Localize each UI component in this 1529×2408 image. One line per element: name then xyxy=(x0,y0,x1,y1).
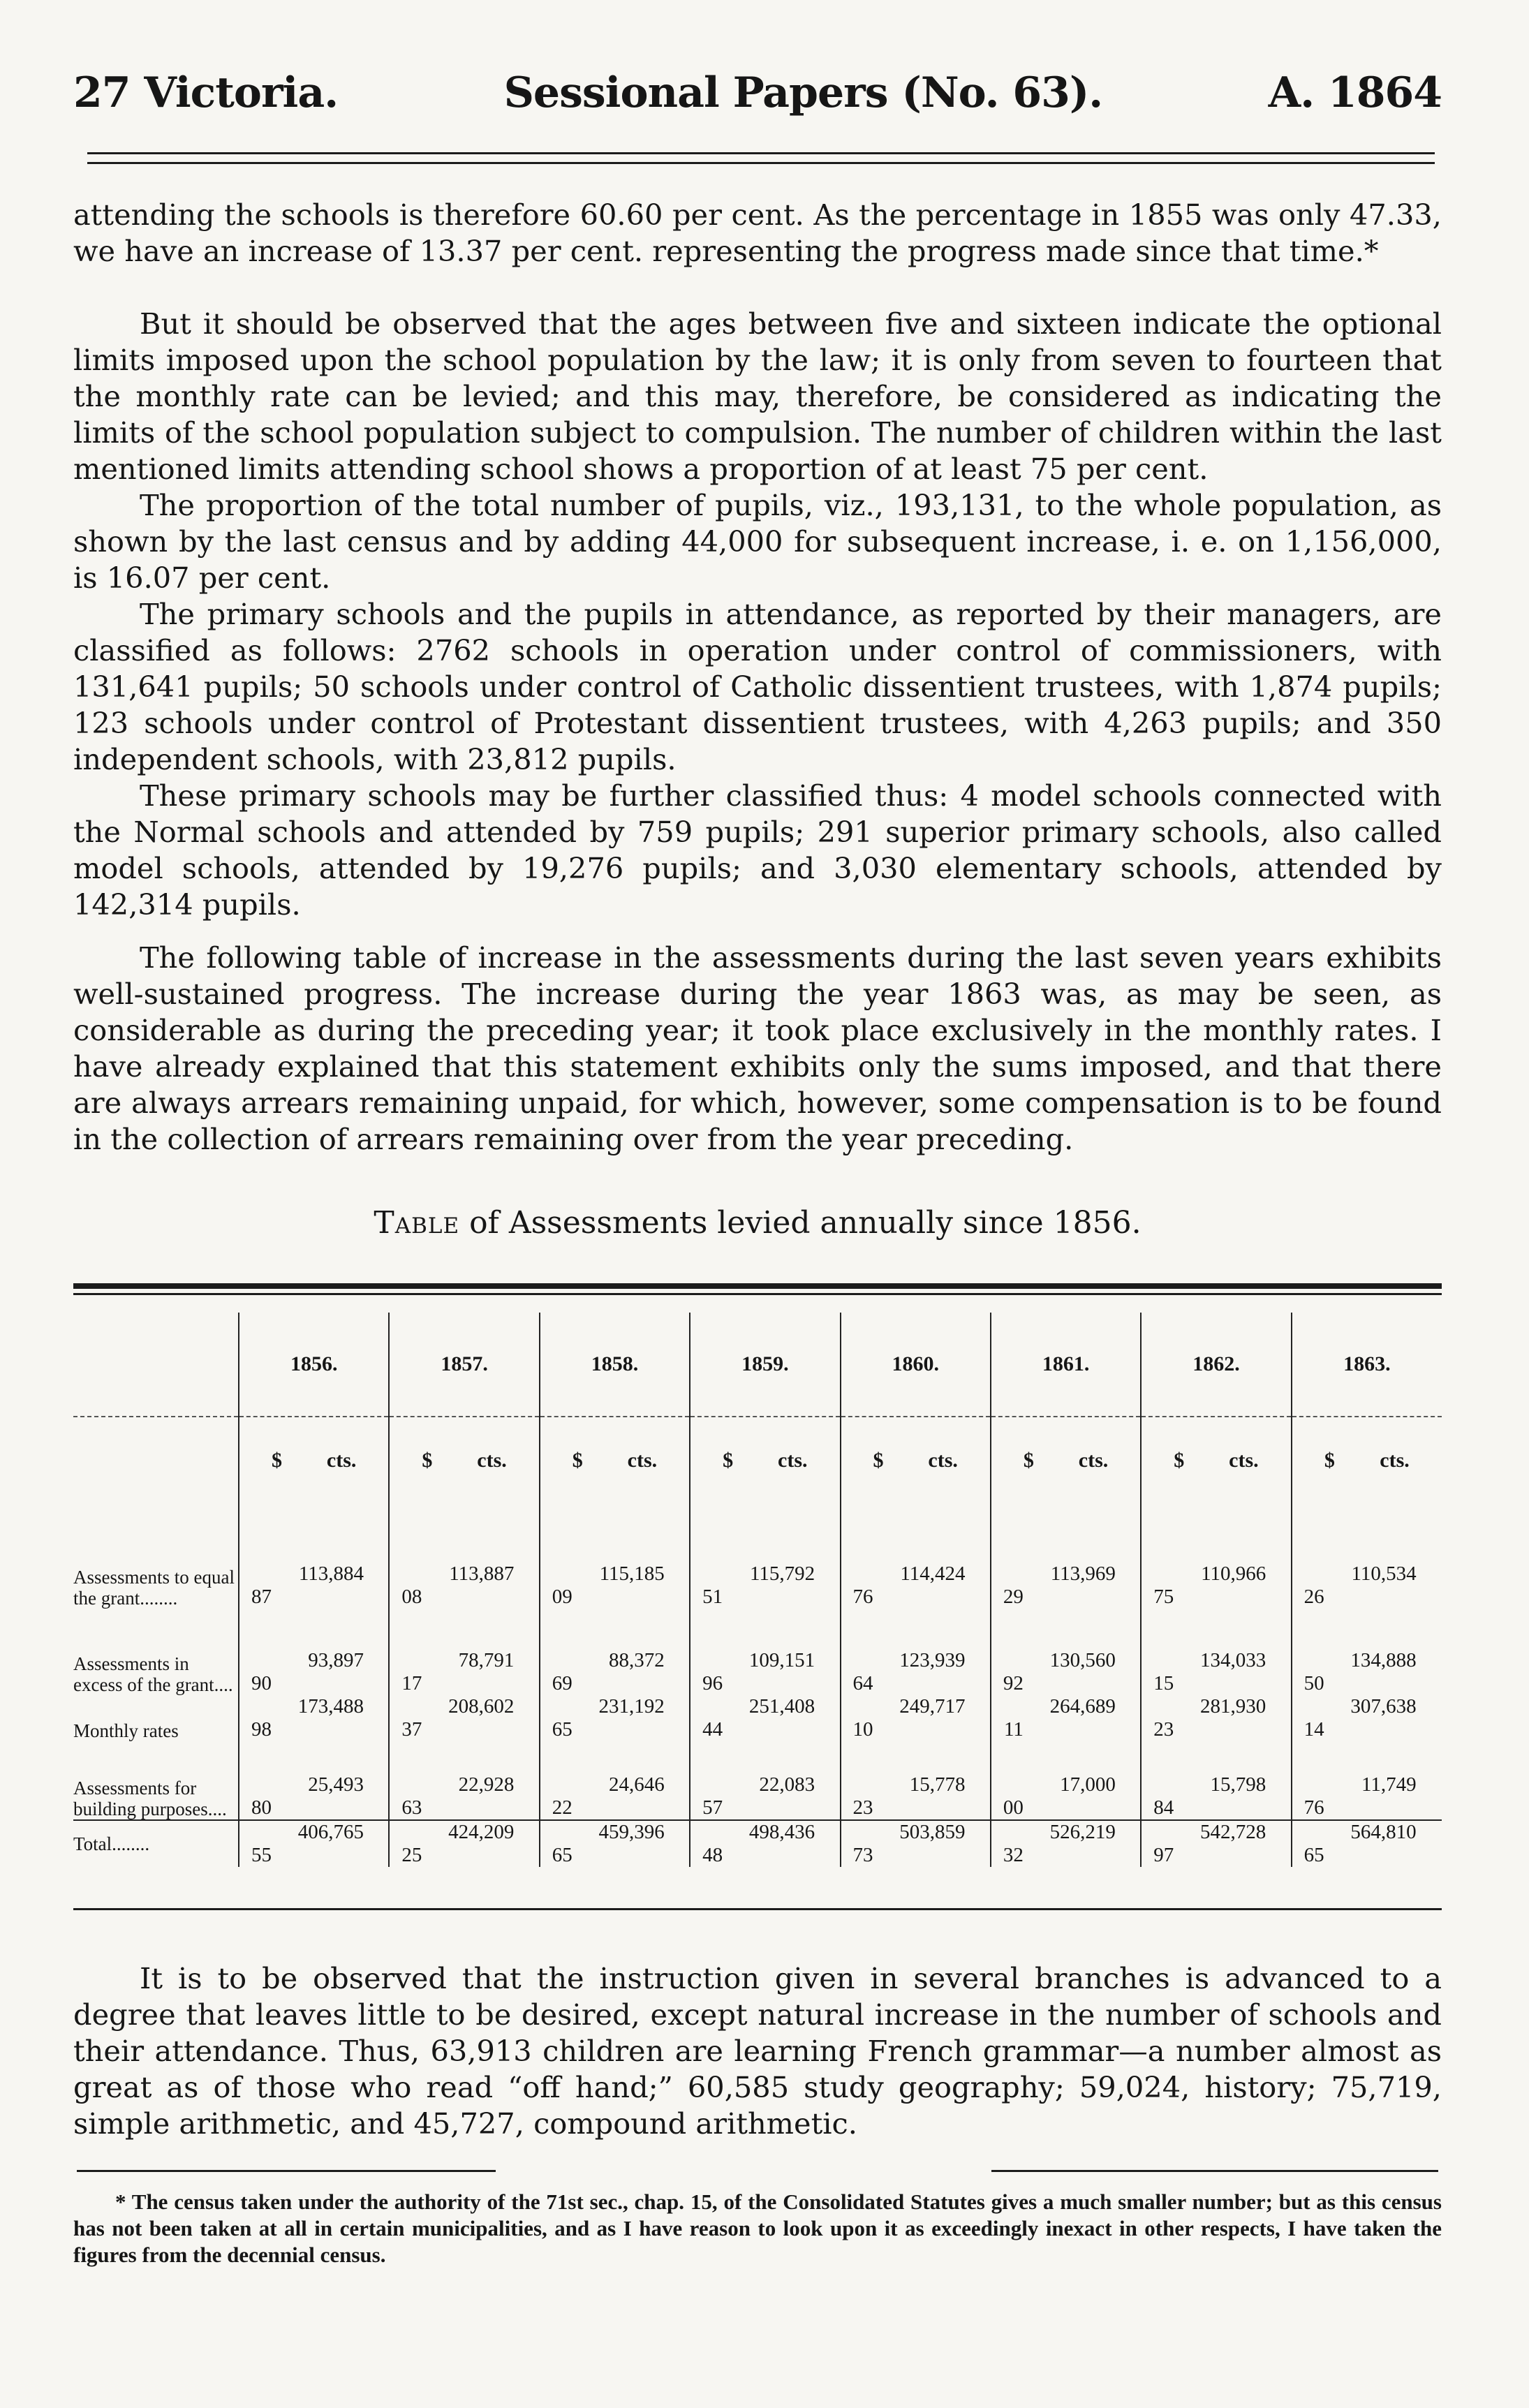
value-cell xyxy=(991,1504,1141,1609)
value-cell xyxy=(690,1741,840,1820)
value-cell xyxy=(991,1695,1141,1741)
cents-value: 17 xyxy=(401,1672,422,1694)
dollars-value: 498,436 xyxy=(748,1821,815,1843)
dollars-value: 88,372 xyxy=(609,1649,665,1671)
paragraph-4: The primary schools and the pupils in attendance, as reported by their managers, are classified as follows: 2762 schools in operation under control of commissioners, with 131,641 pupils; 50 schools under control of Catholic dissentient trustees, with 1,874 pupils; 123 schools under control of Protestant dissentient trustees, with 4,263 pupils; and 350 independent schools, with 23,812 pupils. xyxy=(73,597,1442,776)
unit-cents: cts. xyxy=(627,1449,658,1472)
unit-dollar: $ xyxy=(1174,1449,1185,1472)
table-row xyxy=(73,1741,1442,1820)
value-cell xyxy=(690,1504,840,1609)
unit-cell xyxy=(991,1417,1141,1504)
value-cell xyxy=(1141,1741,1291,1820)
unit-cents: cts. xyxy=(1380,1449,1410,1472)
unit-cents: cts. xyxy=(928,1449,958,1472)
dollars-value: 93,897 xyxy=(308,1649,364,1671)
value-cell xyxy=(389,1820,539,1867)
cents-value: 15 xyxy=(1153,1672,1174,1694)
unit-cell xyxy=(389,1417,539,1504)
value-cell xyxy=(540,1695,690,1741)
row-label: Assessments in excess of the grant.... xyxy=(73,1653,233,1695)
header-year: A. 1864 xyxy=(1268,68,1442,117)
header-rule-top xyxy=(87,152,1435,154)
year-1862: 1862. xyxy=(1141,1313,1291,1417)
paragraph-7: It is to be observed that the instruction given in several branches is advanced to a degree that leaves little to be desired, except natural increase in the number of schools and their attendance. Thus, 63,913 children are learning French grammar—a number almost as great as of those who read “off hand;” 60,585 study geography; 59,024, history; 75,719, simple arithmetic, and 45,727, compound arithmetic. xyxy=(73,1961,1442,2141)
dollars-value: 231,192 xyxy=(598,1695,665,1718)
cents-value: 14 xyxy=(1303,1718,1324,1741)
table-unit-row xyxy=(73,1417,1442,1504)
value-cell xyxy=(1292,1695,1442,1741)
value-cell xyxy=(841,1820,991,1867)
unit-cell xyxy=(1292,1417,1442,1504)
value-cell xyxy=(1292,1741,1442,1820)
cents-value: 90 xyxy=(251,1672,272,1694)
dollars-value: 11,749 xyxy=(1361,1773,1417,1796)
unit-cell xyxy=(690,1417,840,1504)
table-unit-corner xyxy=(73,1417,239,1504)
cents-value: 97 xyxy=(1153,1844,1174,1866)
header-session: 27 Victoria. xyxy=(73,68,339,117)
table-title-label: Table xyxy=(374,1205,460,1241)
value-cell xyxy=(239,1820,389,1867)
paragraph-5: These primary schools may be further classified thus: 4 model schools connected with the Normal schools and attended by 759 pupils; 291 superior primary schools, also called model schools, attended by 19,276 pupils; and 3,030 elementary schools, attended by 142,314 pupils. xyxy=(73,778,1442,922)
cents-value: 50 xyxy=(1303,1672,1324,1694)
value-cell xyxy=(540,1741,690,1820)
cents-value: 37 xyxy=(401,1718,422,1741)
running-header xyxy=(73,61,1442,124)
table-body xyxy=(73,1504,1442,1867)
cents-value: 76 xyxy=(852,1586,873,1608)
paragraph-1: attending the schools is therefore 60.60 per cent. As the percentage in 1855 was only 47.33, we have an increase of 13.37 per cent. representing the progress made since that time.* xyxy=(73,198,1442,268)
value-cell xyxy=(1292,1609,1442,1695)
cents-value: 96 xyxy=(702,1672,723,1694)
cents-value: 76 xyxy=(1303,1796,1324,1819)
dollars-value: 110,966 xyxy=(1201,1563,1266,1585)
dollars-value: 113,969 xyxy=(1050,1563,1116,1585)
value-cell xyxy=(991,1741,1141,1820)
dollars-value: 424,209 xyxy=(448,1821,515,1843)
unit-cents: cts. xyxy=(1078,1449,1109,1472)
value-cell xyxy=(991,1820,1141,1867)
table-row-total xyxy=(73,1820,1442,1867)
value-cell xyxy=(841,1741,991,1820)
value-cell xyxy=(239,1504,389,1609)
cents-value: 55 xyxy=(251,1844,272,1866)
dollars-value: 526,219 xyxy=(1049,1821,1116,1843)
value-cell xyxy=(841,1695,991,1741)
dollars-value: 24,646 xyxy=(609,1773,665,1796)
dollars-value: 134,033 xyxy=(1200,1649,1266,1671)
value-cell xyxy=(389,1504,539,1609)
unit-cell xyxy=(841,1417,991,1504)
table-row xyxy=(73,1695,1442,1741)
cents-value: 22 xyxy=(552,1796,573,1819)
value-cell xyxy=(389,1609,539,1695)
unit-cell xyxy=(1141,1417,1291,1504)
cents-value: 92 xyxy=(1003,1672,1024,1694)
table-title-text: of Assessments levied annually since 1856. xyxy=(459,1205,1142,1241)
value-cell xyxy=(1141,1820,1291,1867)
dollars-value: 115,792 xyxy=(749,1563,815,1585)
dollars-value: 130,560 xyxy=(1049,1649,1116,1671)
table-year-row xyxy=(73,1313,1442,1417)
dollars-value: 173,488 xyxy=(297,1695,364,1718)
table-rule-top-thick xyxy=(73,1283,1442,1289)
dollars-value: 22,083 xyxy=(759,1773,815,1796)
dollars-value: 264,689 xyxy=(1049,1695,1116,1718)
value-cell xyxy=(1292,1504,1442,1609)
dollars-value: 564,810 xyxy=(1350,1821,1417,1843)
dollars-value: 109,151 xyxy=(748,1649,815,1671)
cents-value: 63 xyxy=(401,1796,422,1819)
value-cell xyxy=(540,1820,690,1867)
cents-value: 69 xyxy=(552,1672,573,1694)
paragraph-3: The proportion of the total number of pupils, viz., 193,131, to the whole population, as shown by the last census and by adding 44,000 for subsequent increase, i. e. on 1,156,000, is 16.07 per cent. xyxy=(73,488,1442,595)
table-title xyxy=(73,1205,1442,1241)
dollars-value: 281,930 xyxy=(1200,1695,1266,1718)
year-1861: 1861. xyxy=(991,1313,1141,1417)
cents-value: 57 xyxy=(702,1796,723,1819)
paragraph-6: The following table of increase in the assessments during the last seven years exhibits well-sustained progress. The increase during the year 1863 was, as may be seen, as considerable as during the preceding year; it took place exclusively in the monthly rates. I have already explained that this statement exhibits only the sums imposed, and that there are always arrears remaining unpaid, for which, however, some compensation is to be found in the collection of arrears remaining over from the year preceding. xyxy=(73,940,1442,1156)
dollars-value: 123,939 xyxy=(899,1649,966,1671)
value-cell xyxy=(540,1504,690,1609)
table-rule-bottom xyxy=(73,1908,1442,1910)
cents-value: 08 xyxy=(401,1586,422,1608)
cents-value: 84 xyxy=(1153,1796,1174,1819)
header-rule-bottom xyxy=(87,162,1435,164)
cents-value: 73 xyxy=(852,1844,873,1866)
table-rule-top-thin xyxy=(73,1293,1442,1295)
unit-dollar: $ xyxy=(422,1449,433,1472)
dollars-value: 113,887 xyxy=(449,1563,515,1585)
dollars-value: 25,493 xyxy=(308,1773,364,1796)
value-cell xyxy=(389,1695,539,1741)
table-row xyxy=(73,1504,1442,1609)
unit-cents: cts. xyxy=(778,1449,808,1472)
cents-value: 98 xyxy=(251,1718,272,1741)
row-label: Total........ xyxy=(73,1820,239,1867)
dollars-value: 459,396 xyxy=(598,1821,665,1843)
value-cell xyxy=(1141,1609,1291,1695)
cents-value: 00 xyxy=(1003,1796,1024,1819)
year-1856: 1856. xyxy=(239,1313,389,1417)
value-cell xyxy=(1292,1820,1442,1867)
cents-value: 65 xyxy=(552,1718,573,1741)
year-1863: 1863. xyxy=(1292,1313,1442,1417)
cents-value: 23 xyxy=(852,1796,873,1819)
unit-cents: cts. xyxy=(326,1449,357,1472)
unit-dollar: $ xyxy=(1023,1449,1034,1472)
dollars-value: 15,778 xyxy=(909,1773,966,1796)
unit-cell xyxy=(239,1417,389,1504)
dollars-value: 251,408 xyxy=(748,1695,815,1718)
value-cell xyxy=(540,1609,690,1695)
dollars-value: 134,888 xyxy=(1350,1649,1417,1671)
dollars-value: 22,928 xyxy=(458,1773,515,1796)
cents-value: 65 xyxy=(1303,1844,1324,1866)
value-cell xyxy=(841,1504,991,1609)
value-cell xyxy=(239,1609,389,1695)
dollars-value: 503,859 xyxy=(899,1821,966,1843)
table-corner xyxy=(73,1313,239,1417)
unit-dollar: $ xyxy=(572,1449,583,1472)
footnote-text: * The census taken under the authority of the 71st sec., chap. 15, of the Consolidated Statutes gives a much smaller number; but as this census has not been taken at all in certain municipalities, and as I have reason to look upon it as exceedingly inexact in other respects, I have taken the figures from the decennial census. xyxy=(73,2189,1442,2267)
cents-value: 48 xyxy=(702,1844,723,1866)
unit-cents: cts. xyxy=(1229,1449,1259,1472)
unit-cents: cts. xyxy=(477,1449,507,1472)
cents-value: 87 xyxy=(251,1586,272,1608)
year-1857: 1857. xyxy=(389,1313,539,1417)
row-label: Assessments for building purposes.... xyxy=(73,1778,227,1819)
dollars-value: 78,791 xyxy=(458,1649,515,1671)
cents-value: 09 xyxy=(552,1586,573,1608)
unit-dollar: $ xyxy=(723,1449,734,1472)
value-cell xyxy=(841,1609,991,1695)
footnote-rule-left xyxy=(77,2170,496,2172)
footnote-rule-right xyxy=(991,2170,1438,2172)
dollars-value: 406,765 xyxy=(297,1821,364,1843)
cents-value: 65 xyxy=(552,1844,573,1866)
unit-dollar: $ xyxy=(271,1449,282,1472)
dollars-value: 249,717 xyxy=(899,1695,966,1718)
value-cell xyxy=(690,1609,840,1695)
year-1859: 1859. xyxy=(690,1313,840,1417)
year-1858: 1858. xyxy=(540,1313,690,1417)
value-cell xyxy=(690,1695,840,1741)
row-label: Monthly rates xyxy=(73,1720,179,1741)
dollars-value: 114,424 xyxy=(900,1563,966,1585)
dollars-value: 17,000 xyxy=(1060,1773,1116,1796)
unit-dollar: $ xyxy=(873,1449,884,1472)
dollars-value: 15,798 xyxy=(1210,1773,1266,1796)
cents-value: 23 xyxy=(1153,1718,1174,1741)
paragraph-2: But it should be observed that the ages between five and sixteen indicate the optional limits imposed upon the school population by the law; it is only from seven to fourteen that the monthly rate can be levied; and this may, therefore, be considered as indicating the limits of the school population subject to compulsion. The number of children within the last mentioned limits attending school shows a proportion of at least 75 per cent. xyxy=(73,306,1442,486)
cents-value: 51 xyxy=(702,1586,723,1608)
cents-value: 25 xyxy=(401,1844,422,1866)
cents-value: 29 xyxy=(1003,1586,1024,1608)
dollars-value: 115,185 xyxy=(599,1563,665,1585)
value-cell xyxy=(991,1609,1141,1695)
cents-value: 64 xyxy=(852,1672,873,1694)
dollars-value: 542,728 xyxy=(1200,1821,1266,1843)
value-cell xyxy=(389,1741,539,1820)
cents-value: 26 xyxy=(1303,1586,1324,1608)
value-cell xyxy=(239,1695,389,1741)
dollars-value: 110,534 xyxy=(1351,1563,1417,1585)
assessments-table xyxy=(73,1313,1442,1867)
footnote xyxy=(73,2189,1442,2268)
year-1860: 1860. xyxy=(841,1313,991,1417)
value-cell xyxy=(1141,1695,1291,1741)
table-row xyxy=(73,1609,1442,1695)
cents-value: 44 xyxy=(702,1718,723,1741)
cents-value: 80 xyxy=(251,1796,272,1819)
header-title: Sessional Papers (No. 63). xyxy=(503,68,1103,117)
cents-value: 10 xyxy=(852,1718,873,1741)
value-cell xyxy=(690,1820,840,1867)
row-label: Assessments to equal the grant........ xyxy=(73,1567,235,1609)
dollars-value: 307,638 xyxy=(1350,1695,1417,1718)
cents-value: 32 xyxy=(1003,1844,1024,1866)
unit-cell xyxy=(540,1417,690,1504)
cents-value: 11 xyxy=(1003,1718,1024,1741)
value-cell xyxy=(1141,1504,1291,1609)
dollars-value: 113,884 xyxy=(298,1563,364,1585)
cents-value: 75 xyxy=(1153,1586,1174,1608)
value-cell xyxy=(239,1741,389,1820)
unit-dollar: $ xyxy=(1324,1449,1335,1472)
dollars-value: 208,602 xyxy=(448,1695,515,1718)
